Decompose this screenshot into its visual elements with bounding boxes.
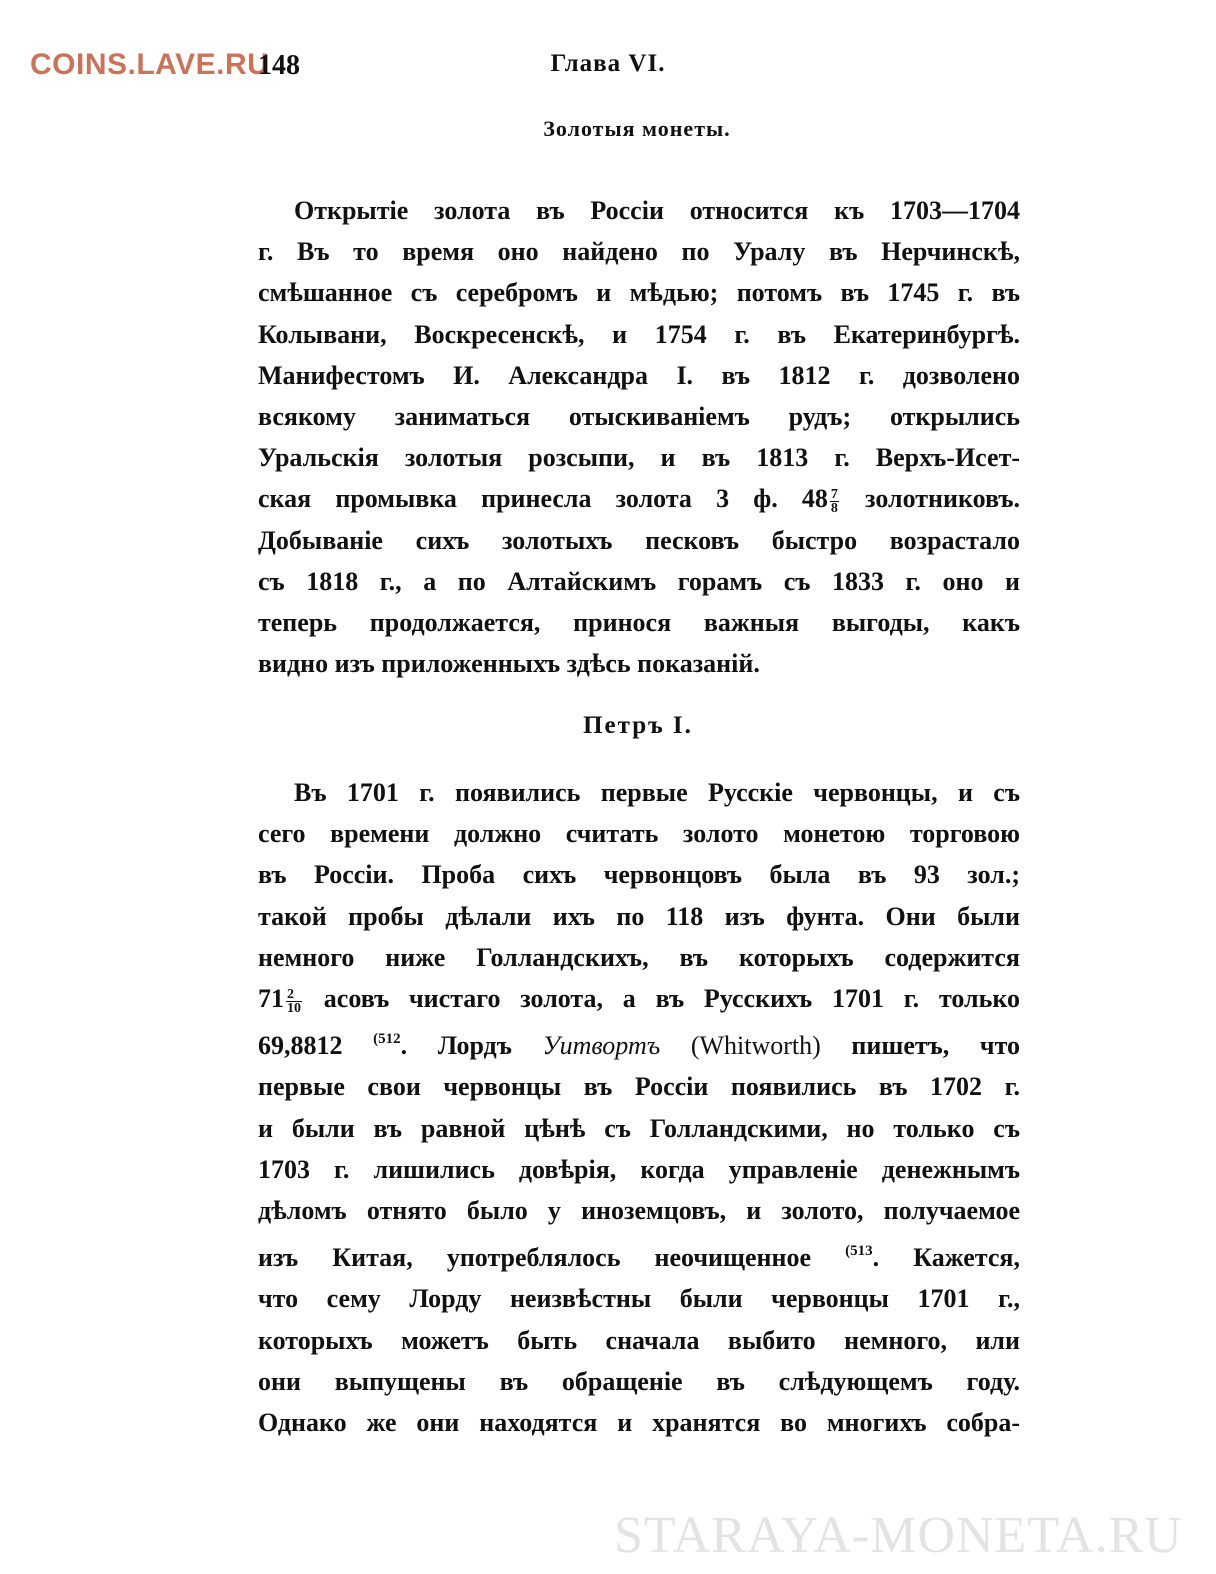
name-whitworth-ru: Уитвортъ	[542, 1031, 661, 1061]
fraction-denominator: 10	[287, 1000, 301, 1016]
text-line: г. Въ то время оно найдено по Уралу въ Нерчинскѣ,	[258, 237, 1020, 267]
text-line-end: асовъ чистаго золота, а въ Русскихъ 1701 г. только	[323, 984, 1020, 1014]
text-line: и были въ равной цѣнѣ съ Голландскими, но только съ	[258, 1113, 1020, 1143]
chapter-heading: Глава VI.	[550, 50, 666, 77]
text-line: которыхъ можетъ быть сначала выбито немного, или	[258, 1325, 1020, 1355]
text-line: Открытіе золота въ Россіи относится къ 1703—1704	[294, 196, 1020, 225]
text-line: Колывани, Воскресенскѣ, и 1754 г. въ Екатеринбургѣ.	[258, 319, 1020, 349]
fraction-numerator: 7	[830, 486, 838, 502]
text-number: 69,8812	[258, 1031, 343, 1061]
text-line: дѣломъ отнято было у иноземцовъ, и золото, получаемое	[258, 1196, 1020, 1226]
text-line-with-footnote	[258, 1231, 1020, 1278]
text-line-end: золотниковъ.	[865, 484, 1021, 514]
watermark-staraya-moneta: STARAYA-MONETA.RU	[614, 1507, 1183, 1564]
text-line: Однако же они находятся и хранятся во многихъ собра-	[258, 1408, 1020, 1438]
paragraph-gold-discovery	[258, 190, 1020, 684]
text-line: теперь продолжается, принося важныя выгоды, какъ	[258, 608, 1020, 638]
footnote-ref-512: (512	[373, 1031, 401, 1048]
text-line-start: 71	[258, 984, 284, 1014]
text-fragment: . Кажется,	[872, 1243, 1020, 1273]
text-line: 1703 г. лишились довѣрія, когда управленіе денежнымъ	[258, 1154, 1020, 1184]
fraction-denominator: 8	[830, 500, 838, 516]
text-line: Манифестомъ И. Александра I. въ 1812 г. дозволено	[258, 360, 1020, 390]
text-line: сего времени должно считать золото монетою торговою	[258, 819, 1020, 849]
fraction	[286, 988, 302, 1015]
text-line: первые свои червонцы въ Россіи появились въ 1702 г.	[258, 1072, 1020, 1102]
text-fragment: изъ Китая, употреблялось неочищенное	[258, 1243, 812, 1273]
paragraph-peter-i	[258, 772, 1020, 1443]
text-line: въ Россіи. Проба сихъ червонцовъ была въ 93 зол.;	[258, 860, 1020, 890]
text-fragment: . Лордъ	[400, 1031, 512, 1061]
text-line-with-footnote	[258, 1019, 1020, 1066]
text-line: всякому заниматься отыскиваніемъ рудъ; открылись	[258, 402, 1020, 432]
text-line: такой пробы дѣлали ихъ по 118 изъ фунта. Они были	[258, 901, 1020, 931]
page-number: 148	[258, 50, 300, 81]
text-line: Уральскія золотыя розсыпи, и въ 1813 г. Верхъ-Исет-	[258, 443, 1020, 473]
text-line: что сему Лорду неизвѣстны были червонцы 1701 г.,	[258, 1284, 1020, 1314]
text-fragment: пишетъ, что	[851, 1031, 1021, 1061]
text-line: они выпущены въ обращеніе въ слѣдующемъ году.	[258, 1366, 1020, 1396]
watermark-coins-lave: COINS.LAVE.RU	[30, 48, 270, 81]
text-line: видно изъ приложенныхъ здѣсь показаній.	[258, 649, 760, 679]
fraction	[830, 488, 839, 515]
name-whitworth-en: (Whitworth)	[690, 1031, 821, 1061]
text-line-start: ская промывка принесла золота 3 ф. 48	[258, 484, 828, 514]
text-line: немного ниже Голландскихъ, въ которыхъ содержится	[258, 942, 1020, 972]
section-title: Золотыя монеты.	[543, 116, 731, 141]
text-line-with-fraction	[258, 978, 1020, 1019]
text-line: съ 1818 г., а по Алтайскимъ горамъ съ 1833 г. оно и	[258, 566, 1020, 596]
text-line-with-fraction	[258, 478, 1020, 519]
fraction-numerator: 2	[286, 988, 302, 1002]
footnote-ref-513: (513	[845, 1243, 873, 1260]
subheading-peter-i: Петръ I.	[583, 712, 693, 739]
text-line: Добываніе сихъ золотыхъ песковъ быстро возрастало	[258, 525, 1020, 555]
text-line: Въ 1701 г. появились первые Русскіе червонцы, и съ	[294, 778, 1020, 807]
text-line: смѣшанное съ серебромъ и мѣдью; потомъ въ 1745 г. въ	[258, 278, 1020, 308]
